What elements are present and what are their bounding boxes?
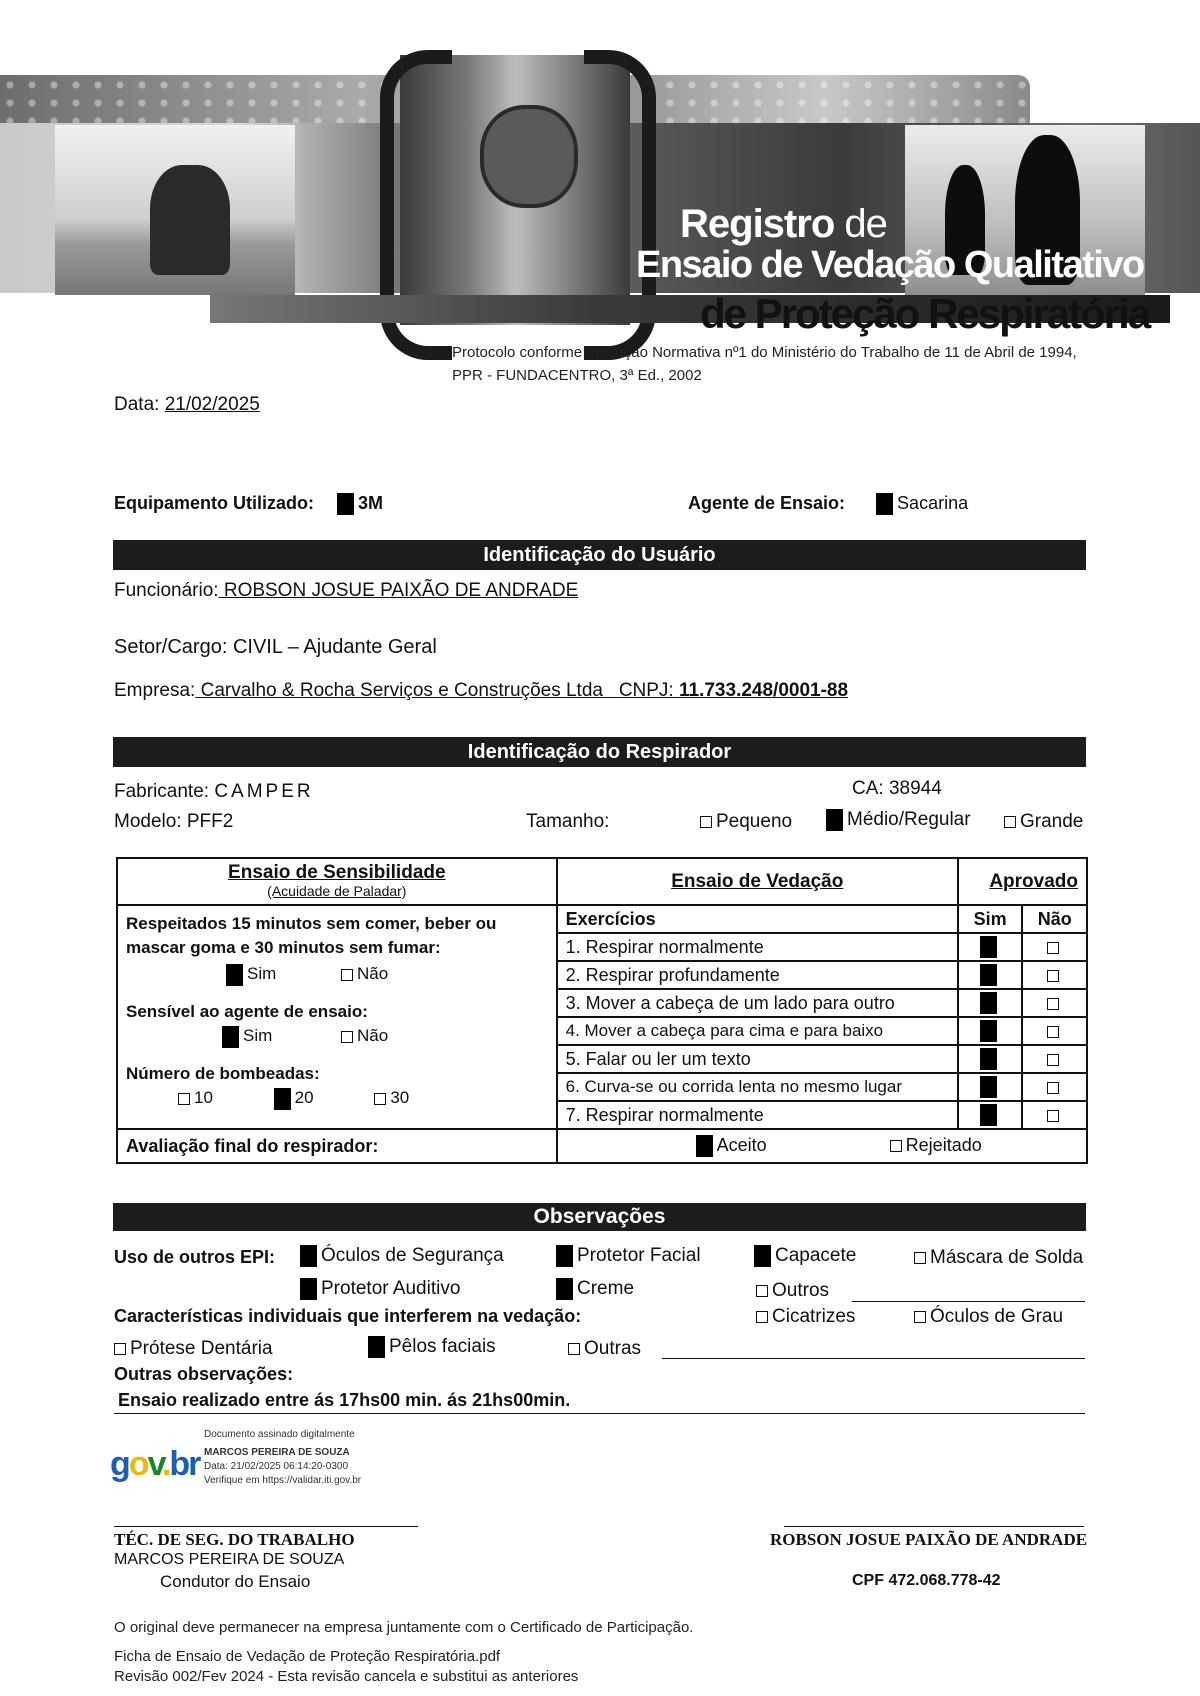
question-sensitive: Sensível ao agente de ensaio: [126,1002,368,1021]
exercise-no-checkbox[interactable] [1047,942,1059,954]
epi-others[interactable]: Outros [756,1280,829,1302]
checkbox-checked-icon[interactable] [300,1278,317,1300]
tech-title: TÉC. DE SEG. DO TRABALHO [114,1530,355,1549]
checkbox-icon[interactable] [1004,816,1016,828]
document-title-line2: Ensaio de Vedação Qualitativo [636,244,1144,286]
agent-row [688,493,968,515]
family-photo [55,125,295,295]
checkbox-checked-icon[interactable] [556,1278,573,1300]
exercise-yes-checkbox[interactable] [980,992,997,1014]
checkbox-icon[interactable] [914,1311,926,1323]
exercises-header: Exercícios [557,905,958,933]
char-others[interactable]: Outras [568,1338,641,1360]
checkbox-checked-icon[interactable] [826,809,843,831]
exercise-no-checkbox[interactable] [1047,1054,1059,1066]
pumps-10-checkbox[interactable] [178,1093,190,1105]
checkbox-checked-icon[interactable] [368,1336,385,1358]
tech-signature-line [114,1526,418,1527]
verify-link[interactable]: Verifique em https://validar.iti.gov.br [204,1475,362,1486]
epi-others-line [852,1301,1085,1302]
document-title-line3: de Proteção Respiratória [700,290,1150,337]
char-scars[interactable]: Cicatrizes [756,1306,855,1328]
other-epi-label: Uso de outros EPI: [114,1247,276,1267]
pumps-20-checkbox[interactable] [274,1088,291,1110]
tech-name: MARCOS PEREIRA DE SOUZA [114,1551,345,1568]
tech-role: Condutor do Ensaio [160,1572,311,1591]
exercise-row: 6. Curva-se ou corrida lenta no mesmo lugar [557,1073,958,1101]
question-fasting: Respeitados 15 minutos sem comer, beber ou mascar goma e 30 minutos sem fumar: [126,914,497,957]
question-pumps: Número de bombeadas: [126,1064,320,1083]
checkbox-icon[interactable] [914,1252,926,1264]
size-label: Tamanho: [526,811,610,832]
approved-header: Aprovado [958,858,1087,905]
user-cpf: CPF 472.068.778-42 [852,1572,1001,1589]
exercise-no-checkbox[interactable] [1047,1110,1059,1122]
company-value: Carvalho & Rocha Serviços e Construções Ltda CNPJ: 11.733.248/0001-88 [195,680,849,701]
other-obs-value: Ensaio realizado entre ás 17hs00 min. ás 21hs00min. [118,1390,571,1410]
model-field: Modelo: PFF2 [114,811,234,832]
exercise-row: 1. Respirar normalmente [557,933,958,961]
test-table [116,857,1088,1164]
sensitivity-header: Ensaio de Sensibilidade (Acuidade de Paladar) [117,858,557,905]
cnpj-label: CNPJ: [618,680,679,701]
epi-face-shield[interactable]: Protetor Facial [556,1245,701,1267]
final-evaluation-options [557,1129,1087,1163]
footer-note: O original deve permanecer na empresa juntamente com o Certificado de Participação. [114,1619,694,1636]
equipment-label: Equipamento Utilizado: [114,493,314,513]
footer-revision: Revisão 002/Fev 2024 - Esta revisão cancela e substitui as anteriores [114,1668,579,1685]
sign-date: Data: 21/02/2025 06:14:20-0300 [204,1461,349,1472]
equipment-row [114,493,383,515]
exercise-yes-checkbox[interactable] [980,936,997,958]
characteristics-label: Características individuais que interferem na vedação: [114,1306,582,1326]
digital-signature-block [204,1428,361,1488]
employee-field: Funcionário: ROBSON JOSUE PAIXÃO DE ANDRADE [114,580,579,601]
signer-name: MARCOS PEREIRA DE SOUZA [204,1447,350,1458]
char-prescription-glasses[interactable]: Óculos de Grau [914,1306,1063,1328]
final-evaluation-label: Avaliação final do respirador: [117,1129,557,1163]
manufacturer-label: Fabricante: [114,781,210,802]
rejected-label: Rejeitado [905,1134,982,1155]
footer-file: Ficha de Ensaio de Vedação de Proteção Respiratória.pdf [114,1648,501,1665]
protocol-note [452,341,1077,387]
epi-hearing[interactable]: Protetor Auditivo [300,1278,460,1300]
company-label: Empresa [114,680,191,701]
checkbox-icon[interactable] [756,1285,768,1297]
yes-header: Sim [958,905,1023,933]
agent-checkbox[interactable] [876,493,893,515]
date-field: Data: 21/02/2025 [114,394,260,415]
fasting-no-checkbox[interactable] [341,969,353,981]
epi-helmet[interactable]: Capacete [754,1245,856,1267]
accepted-checkbox[interactable] [696,1135,713,1157]
epi-weld-mask[interactable]: Máscara de Solda [914,1247,1083,1269]
employee-value: ROBSON JOSUE PAIXÃO DE ANDRADE [218,580,579,601]
epi-glasses[interactable]: Óculos de Segurança [300,1245,504,1267]
other-obs-line [114,1413,1085,1414]
checkbox-checked-icon[interactable] [556,1245,573,1267]
exercise-row: 2. Respirar profundamente [557,961,958,989]
protocol-line2: PPR - FUNDACENTRO, 3ª Ed., 2002 [452,367,702,384]
manufacturer-value: CAMPER [214,781,314,802]
user-section-header: Identificação do Usuário [113,540,1086,570]
exercise-yes-checkbox[interactable] [980,1104,997,1126]
respirator-mask-icon [480,105,578,208]
checkbox-icon[interactable] [114,1343,126,1355]
exercise-no-checkbox[interactable] [1047,998,1059,1010]
rejected-checkbox[interactable] [890,1140,902,1152]
size-option-small[interactable]: Pequeno [700,811,792,833]
date-label: Data [114,394,155,415]
exercise-no-checkbox[interactable] [1047,1026,1059,1038]
checkbox-checked-icon[interactable] [300,1245,317,1267]
exercise-row: 4. Mover a cabeça para cima e para baixo [557,1017,958,1045]
sensitive-yes-checkbox[interactable] [222,1026,239,1048]
signed-digitally-text: Documento assinado digitalmente [204,1429,355,1440]
observations-header: Observações [113,1203,1086,1231]
size-option-medium[interactable]: Médio/Regular [826,809,971,831]
exercise-no-checkbox[interactable] [1047,970,1059,982]
equipment-checkbox[interactable] [337,493,354,515]
agent-value: Sacarina [897,493,969,513]
cnpj-value: 11.733.248/0001-88 [679,680,849,701]
char-dental-prosthesis[interactable]: Prótese Dentária [114,1338,273,1360]
exercise-row: 3. Mover a cabeça de um lado para outro [557,989,958,1017]
exercise-no-checkbox[interactable] [1047,1082,1059,1094]
sensitivity-panel: Respeitados 15 minutos sem comer, beber ou mascar goma e 30 minutos sem fumar: Sim Não Sensível ao agente de ensaio: Sim Não Número de bombeadas: 10 20 30 [117,905,557,1129]
epi-cream[interactable]: Creme [556,1278,634,1300]
checkbox-icon[interactable] [568,1343,580,1355]
size-option-large[interactable]: Grande [1004,811,1083,833]
checkbox-checked-icon[interactable] [754,1245,771,1267]
respirator-section-header: Identificação do Respirador [113,737,1086,767]
exercise-yes-checkbox[interactable] [980,1048,997,1070]
company-field: Empresa: Carvalho & Rocha Serviços e Construções Ltda CNPJ: 11.733.248/0001-88 [114,680,849,701]
checkbox-icon[interactable] [700,816,712,828]
exercise-row: 7. Respirar normalmente [557,1101,958,1129]
date-value: 21/02/2025 [164,394,260,415]
other-obs-label: Outras observações: [114,1364,294,1384]
pumps-30-checkbox[interactable] [374,1093,386,1105]
char-facial-hair[interactable]: Pêlos faciais [368,1336,496,1358]
manufacturer-field [114,781,314,803]
ca-field: CA: 38944 [852,778,942,799]
checkbox-icon[interactable] [756,1311,768,1323]
agent-label: Agente de Ensaio: [688,493,846,513]
govbr-logo: gov.br [110,1445,200,1483]
seal-header: Ensaio de Vedação [557,858,958,905]
exercise-row: 5. Falar ou ler um texto [557,1045,958,1073]
exercise-yes-checkbox[interactable] [980,1020,997,1042]
sensitive-no-checkbox[interactable] [341,1031,353,1043]
accepted-label: Aceito [716,1134,767,1155]
employee-label: Funcionário [114,580,214,601]
user-signature-name: ROBSON JOSUE PAIXÃO DE ANDRADE [770,1530,1088,1549]
protocol-line1: Protocolo conforme Instrução Normativa nº1 do Ministério do Trabalho de 11 de Abril de 1994, [452,344,1077,361]
no-header: Não [1022,905,1087,933]
user-signature-line [784,1526,1084,1527]
sector-field: Setor/Cargo: CIVIL – Ajudante Geral [114,636,437,658]
document-title: Registro de [680,202,887,246]
exercise-yes-checkbox[interactable] [980,964,997,986]
fasting-yes-checkbox[interactable] [226,964,243,986]
equipment-value: 3M [358,493,384,513]
exercise-yes-checkbox[interactable] [980,1076,997,1098]
char-others-line [662,1358,1085,1359]
